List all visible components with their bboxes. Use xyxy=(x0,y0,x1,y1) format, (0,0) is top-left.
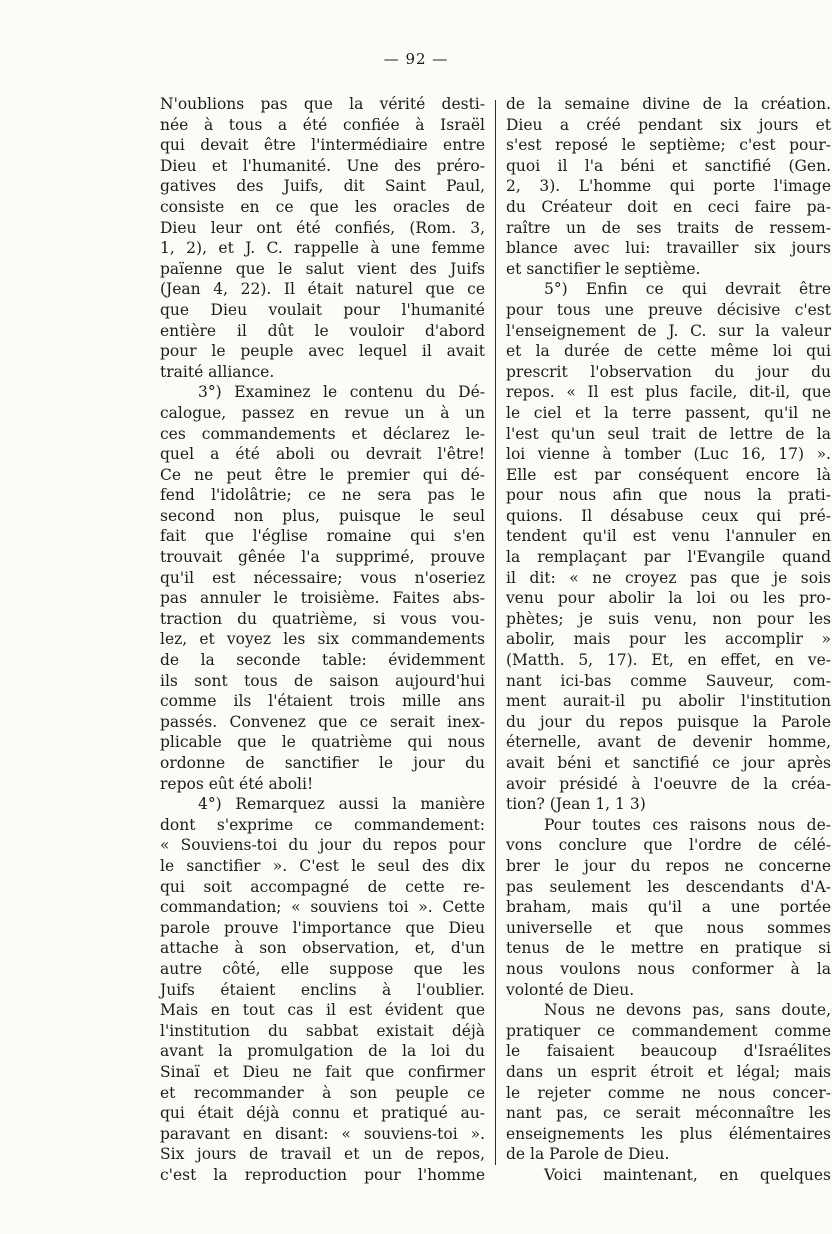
text-line: 5°) Enfin ce qui devrait être xyxy=(544,280,831,299)
text-line: ils sont tous de saison aujourd'hui xyxy=(160,671,485,690)
text-line: traction du quatrième, si vous vou- xyxy=(160,609,485,628)
text-line: avant la promulgation de la loi du xyxy=(160,1042,485,1061)
text-line: passés. Convenez que ce serait inex- xyxy=(160,712,485,731)
text-line: phètes; je suis venu, non pour les xyxy=(506,609,831,628)
text-line: second non plus, puisque le seul xyxy=(160,506,485,525)
text-line: de la semaine divine de la création. xyxy=(506,95,831,113)
text-line: c'est la reproduction pour l'homme xyxy=(160,1165,485,1184)
text-line: loi vienne à tomber (Luc 16, 17) ». xyxy=(506,445,831,464)
text-line: pas annuler le troisième. Faites abs- xyxy=(160,589,485,608)
text-line: Juifs étaient enclins à l'oublier. xyxy=(160,980,485,999)
text-line: pour nous afin que nous la prati- xyxy=(506,486,831,505)
text-line: enseignements les plus élémentaires xyxy=(506,1124,831,1143)
text-line: et la durée de cette même loi qui xyxy=(506,342,831,361)
text-line: pour tous une preuve décisive c'est xyxy=(506,300,831,319)
text-line: gatives des Juifs, dit Saint Paul, xyxy=(160,177,485,196)
text-line: Dieu leur ont été confiés, (Rom. 3, xyxy=(160,218,485,237)
text-line: de la Parole de Dieu. xyxy=(506,1145,670,1164)
text-line: traité alliance. xyxy=(160,362,275,381)
text-line: Pour toutes ces raisons nous de- xyxy=(544,815,831,834)
text-line: repos eût été aboli! xyxy=(160,774,314,793)
text-line: le ciel et la terre passent, qu'il ne xyxy=(506,403,831,422)
text-line: blance avec lui: travailler six jours xyxy=(506,239,831,258)
text-line: qui était déjà connu et pratiqué au- xyxy=(160,1104,485,1123)
text-line: braham, mais qu'il a une portée xyxy=(506,898,831,917)
text-line: prescrit l'observation du jour du xyxy=(506,362,831,381)
text-line: Ce ne peut être le premier qui dé- xyxy=(160,465,485,484)
text-line: le faisaient beaucoup d'Israélites xyxy=(506,1042,831,1061)
text-line: brer le jour du repos ne concerne xyxy=(506,856,831,875)
text-line: trouvait gênée l'a supprimé, prouve xyxy=(160,548,485,567)
text-line: tendent qu'il est venu l'annuler en xyxy=(506,527,831,546)
text-line: pour le peuple avec lequel il avait xyxy=(160,342,485,361)
text-line: commandation; « souviens toi ». Cette xyxy=(160,898,485,917)
text-line: de la seconde table: évidemment xyxy=(160,651,485,670)
text-line: 4°) Remarquez aussi la manière xyxy=(198,795,485,814)
left-column xyxy=(160,94,485,1185)
text-line: « Souviens-toi du jour du repos pour xyxy=(160,836,485,855)
text-line: abolir, mais pour les accomplir » xyxy=(506,630,831,649)
text-line: Nous ne devons pas, sans doute, xyxy=(544,1001,831,1020)
text-line: ces commandements et déclarez le- xyxy=(160,424,485,443)
text-line: nant pas, ce serait méconnaître les xyxy=(506,1104,831,1123)
text-line: (Matth. 5, 17). Et, en effet, en ve- xyxy=(506,651,831,670)
text-line: tion? (Jean 1, 1 3) xyxy=(506,795,646,814)
text-line: comme ils l'étaient trois mille ans xyxy=(160,692,485,711)
text-line: plicable que le quatrième qui nous xyxy=(160,733,485,752)
text-line: parole prouve l'importance que Dieu xyxy=(160,918,485,937)
text-line: l'institution du sabbat existait déjà xyxy=(160,1021,485,1040)
text-line: volonté de Dieu. xyxy=(506,980,635,999)
text-line: raître un de ses traits de ressem- xyxy=(506,218,831,237)
text-line: Six jours de travail et un de repos, xyxy=(160,1145,485,1164)
text-line: pas seulement les descendants d'A- xyxy=(506,877,831,896)
text-line: attache à son observation, et, d'un xyxy=(160,939,485,958)
text-line: qu'il est nécessaire; vous n'oseriez xyxy=(160,568,485,587)
text-line: N'oublions pas que la vérité desti- xyxy=(160,95,485,113)
text-line: vons conclure que l'ordre de célé- xyxy=(506,836,831,855)
text-line: quoi il l'a béni et sanctifié (Gen. xyxy=(506,156,831,175)
text-line: fait que l'église romaine qui s'en xyxy=(160,527,485,546)
text-line: née à tous a été confiée à Israël xyxy=(160,115,485,134)
text-line: éternelle, avant de devenir homme, xyxy=(506,733,831,752)
text-line: nous voulons nous conformer à la xyxy=(506,959,831,978)
text-line: du jour du repos puisque la Parole xyxy=(506,712,831,731)
text-line: que Dieu voulait pour l'humanité xyxy=(160,300,485,319)
text-line: Dieu et l'humanité. Une des préro- xyxy=(160,156,485,175)
text-line: et sanctifier le septième. xyxy=(506,259,701,278)
text-line: autre côté, elle suppose que les xyxy=(160,959,485,978)
text-line: 3°) Examinez le contenu du Dé- xyxy=(198,383,485,402)
text-line: Voici maintenant, en quelques xyxy=(544,1165,831,1184)
text-line: Dieu a créé pendant six jours et xyxy=(506,115,831,134)
text-line: avait béni et sanctifié ce jour après xyxy=(506,754,831,772)
text-line: entière il dût le vouloir d'abord xyxy=(160,321,485,340)
text-line: nant ici-bas comme Sauveur, com- xyxy=(506,671,831,690)
text-line: universelle et que nous sommes xyxy=(506,918,831,937)
text-line: dans un esprit étroit et légal; mais xyxy=(506,1062,831,1081)
text-line: paravant en disant: « souviens-toi ». xyxy=(160,1124,485,1143)
text-line: l'enseignement de J. C. sur la valeur xyxy=(506,321,831,340)
text-line: tenus de le mettre en pratique si xyxy=(506,939,831,958)
text-line: quel a été aboli ou devrait l'être! xyxy=(160,445,485,464)
text-line: venu pour abolir la loi ou les pro- xyxy=(506,589,831,608)
text-line: la remplaçant par l'Evangile quand xyxy=(506,548,831,567)
text-line: ordonne de sanctifier le jour du xyxy=(160,754,485,772)
text-line: et recommander à son peuple ce xyxy=(160,1083,485,1102)
text-line: le rejeter comme ne nous concer- xyxy=(506,1083,831,1102)
text-line: fend l'idolâtrie; ce ne sera pas le xyxy=(160,486,485,505)
text-line: s'est reposé le septième; c'est pour- xyxy=(506,136,831,155)
text-line: pratiquer ce commandement comme xyxy=(506,1021,831,1040)
text-line: du Créateur doit en ceci faire pa- xyxy=(506,197,831,216)
text-line: Sinaï et Dieu ne fait que confirmer xyxy=(160,1062,485,1081)
text-line: Mais en tout cas il est évident que xyxy=(160,1001,485,1020)
text-line: le sanctifier ». C'est le seul des dix xyxy=(160,856,485,875)
text-line: il dit: « ne croyez pas que je sois xyxy=(506,568,831,587)
text-line: païenne que le salut vient des Juifs xyxy=(160,259,485,278)
text-line: calogue, passez en revue un à un xyxy=(160,403,485,422)
text-line: 1, 2), et J. C. rappelle à une femme xyxy=(160,239,485,258)
text-line: ment aurait-il pu abolir l'institution xyxy=(506,692,831,711)
column-divider xyxy=(495,100,496,1165)
page-number: — 92 — xyxy=(383,50,449,68)
text-line: quions. Il désabuse ceux qui pré- xyxy=(506,506,831,525)
text-line: lez, et voyez les six commandements xyxy=(160,630,485,649)
text-line: Elle est par conséquent encore là xyxy=(506,465,831,484)
text-line: avoir présidé à l'oeuvre de la créa- xyxy=(506,774,831,793)
text-line: (Jean 4, 22). Il était naturel que ce xyxy=(160,280,485,299)
text-line: l'est qu'un seul trait de lettre de la xyxy=(506,424,831,443)
text-line: consiste en ce que les oracles de xyxy=(160,197,485,216)
text-line: repos. « Il est plus facile, dit-il, que xyxy=(506,383,831,402)
text-line: 2, 3). L'homme qui porte l'image xyxy=(506,177,831,196)
text-line: dont s'exprime ce commandement: xyxy=(160,815,485,834)
text-line: qui devait être l'intermédiaire entre xyxy=(160,136,485,155)
right-column xyxy=(506,94,831,1185)
text-line: qui soit accompagné de cette re- xyxy=(160,877,485,896)
